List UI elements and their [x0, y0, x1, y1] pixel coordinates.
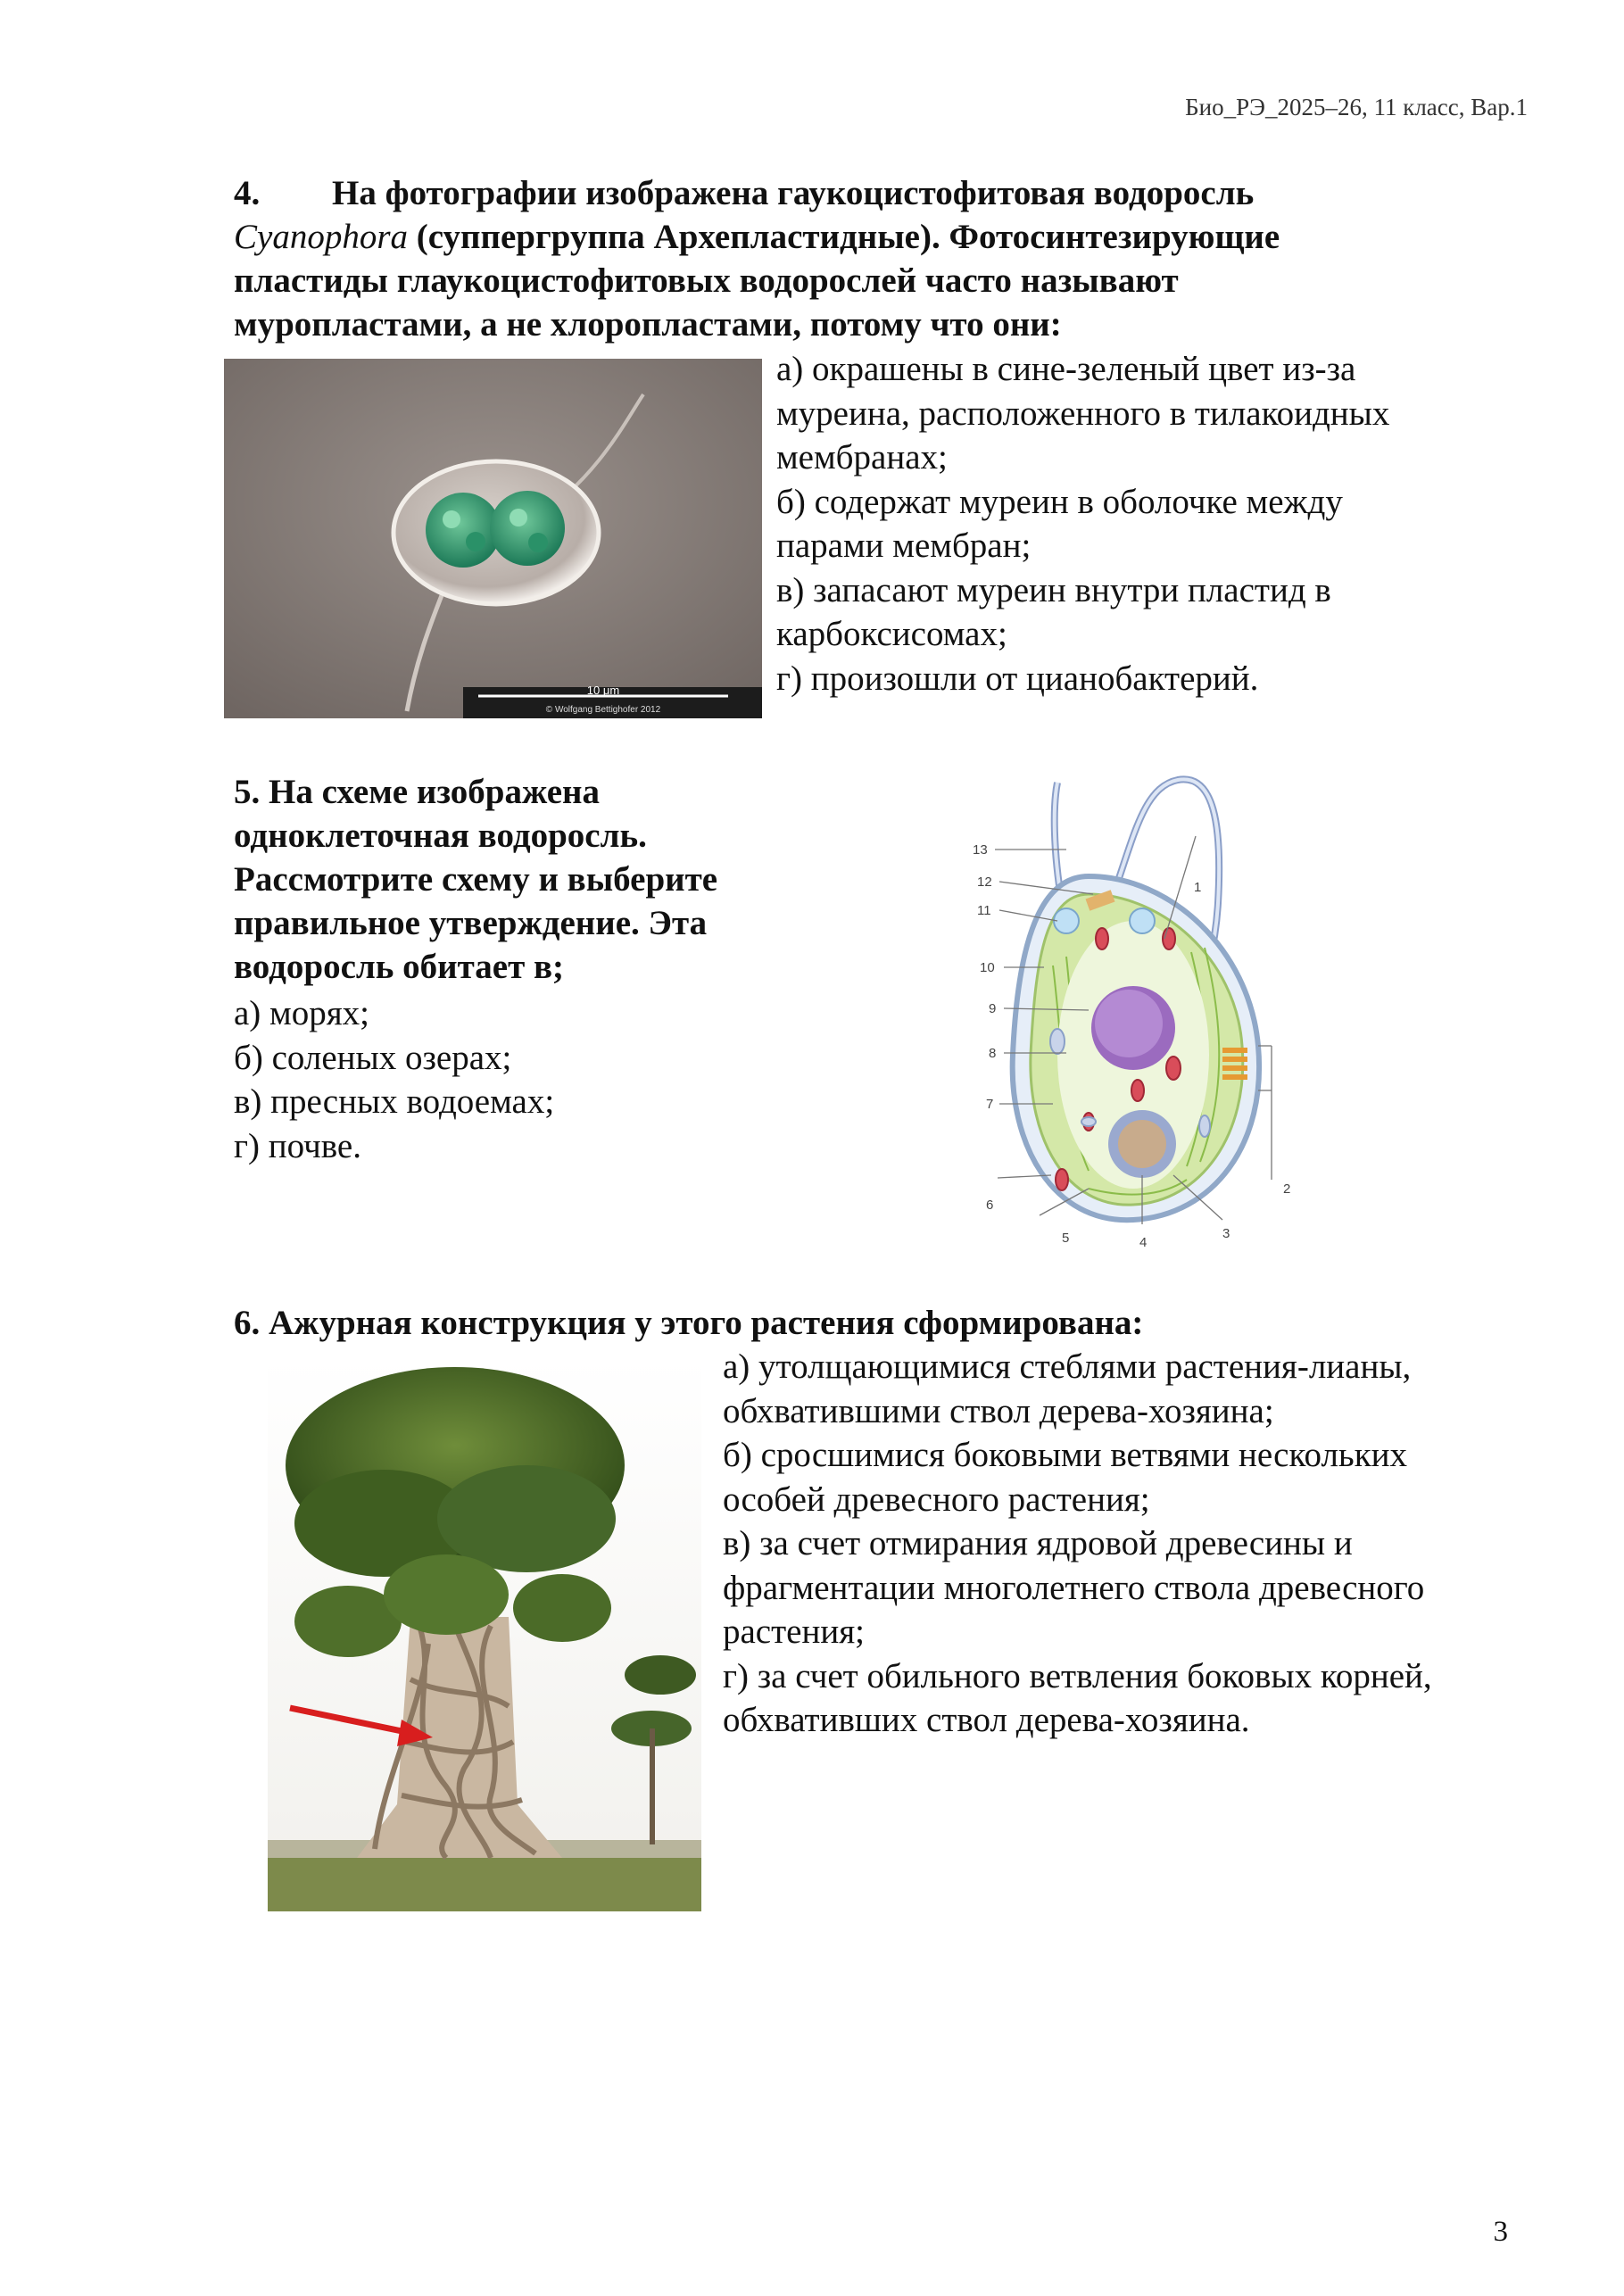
diagram-label-2: 2: [1283, 1181, 1291, 1197]
diagram-label-7: 7: [986, 1097, 994, 1112]
q5-option-b: б) соленых озерах;: [234, 1038, 512, 1077]
diagram-label-12: 12: [977, 874, 992, 890]
q4-option-d-line1: г) произошли от цианобактерий.: [776, 659, 1259, 698]
cyanophora-photo: [224, 359, 762, 718]
question-4-options: [776, 347, 1579, 700]
diagram-label-5: 5: [1062, 1231, 1070, 1246]
q5-line4: правильное утверждение. Эта: [234, 904, 708, 942]
question-4-stem: [234, 171, 1528, 346]
question-6-options: [723, 1345, 1597, 1743]
q6-option-a-line2: обхватившими ствол дерева-хозяина;: [723, 1391, 1274, 1430]
diagram-label-3: 3: [1222, 1226, 1230, 1241]
q6-option-b-line1: б) сросшимися боковыми ветвями нескольких: [723, 1436, 1408, 1474]
question-4-genus: Cyanophora: [234, 218, 408, 256]
question-4-line2: (суппергруппа Архепластидные). Фотосинтезирующие: [408, 218, 1280, 256]
diagram-label-8: 8: [989, 1046, 997, 1061]
q6-option-c-line1: в) за счет отмирания ядровой древесины и: [723, 1524, 1353, 1562]
question-6-title: 6. Ажурная конструкция у этого растения сформирована:: [234, 1304, 1144, 1342]
q6-option-d-line1: г) за счет обильного ветвления боковых корней,: [723, 1656, 1432, 1695]
q6-option-d-line2: обхвативших ствол дерева-хозяина.: [723, 1701, 1250, 1739]
q4-option-c-line2: карбоксисомах;: [776, 615, 1007, 653]
diagram-label-4: 4: [1139, 1235, 1148, 1250]
diagram-label-9: 9: [989, 1001, 997, 1016]
page-number: 3: [1493, 2216, 1508, 2248]
q5-line1: 5. На схеме изображена: [234, 773, 600, 811]
diagram-label-13: 13: [973, 842, 988, 858]
question-4-number: 4.: [234, 174, 261, 212]
q4-option-a-line3: мембранах;: [776, 438, 948, 477]
tree-photo: [268, 1358, 701, 1911]
q6-option-a-line1: а) утолщающимися стеблями растения-лианы,: [723, 1347, 1412, 1386]
q5-option-a: а) морях;: [234, 994, 370, 1032]
question-5-stem: [234, 770, 805, 989]
q6-option-c-line3: растения;: [723, 1612, 865, 1651]
q4-option-a-line2: муреина, расположенного в тилакоидных: [776, 394, 1390, 433]
question-5-options: [234, 991, 787, 1168]
q5-line3: Рассмотрите схему и выберите: [234, 860, 718, 899]
q4-option-c-line1: в) запасают муреин внутри пластид в: [776, 570, 1331, 609]
q5-line2: одноклеточная водоросль.: [234, 816, 647, 855]
diagram-label-6: 6: [986, 1198, 994, 1213]
q6-option-b-line2: особей древесного растения;: [723, 1480, 1150, 1519]
diagram-label-11: 11: [977, 903, 991, 918]
photo-credit: © Wolfgang Bettighofer 2012: [545, 705, 661, 715]
q4-option-a-line1: а) окрашены в сине-зеленый цвет из-за: [776, 350, 1356, 388]
diagram-label-1: 1: [1194, 880, 1202, 895]
question-4-line3: пластиды глаукоцистофитовых водорослей часто называют: [234, 261, 1179, 300]
q4-option-b-line2: парами мембран;: [776, 526, 1032, 565]
alga-diagram: [955, 769, 1330, 1260]
q5-option-c: в) пресных водоемах;: [234, 1082, 555, 1121]
question-4-line4: муропластами, а не хлоропластами, потому что они:: [234, 305, 1062, 344]
question-4-line1: На фотографии изображена гаукоцистофитовая водоросль: [332, 174, 1255, 212]
page-header: Био_РЭ_2025–26, 11 класс, Вар.1: [1185, 94, 1528, 120]
q5-option-d: г) почве.: [234, 1126, 361, 1165]
q5-line5: водоросль обитает в;: [234, 948, 565, 986]
q4-option-b-line1: б) содержат муреин в оболочке между: [776, 482, 1343, 521]
q6-option-c-line2: фрагментации многолетнего ствола древесного: [723, 1568, 1425, 1607]
scale-bar-label: 10 μm: [586, 684, 620, 697]
diagram-label-10: 10: [980, 960, 995, 975]
